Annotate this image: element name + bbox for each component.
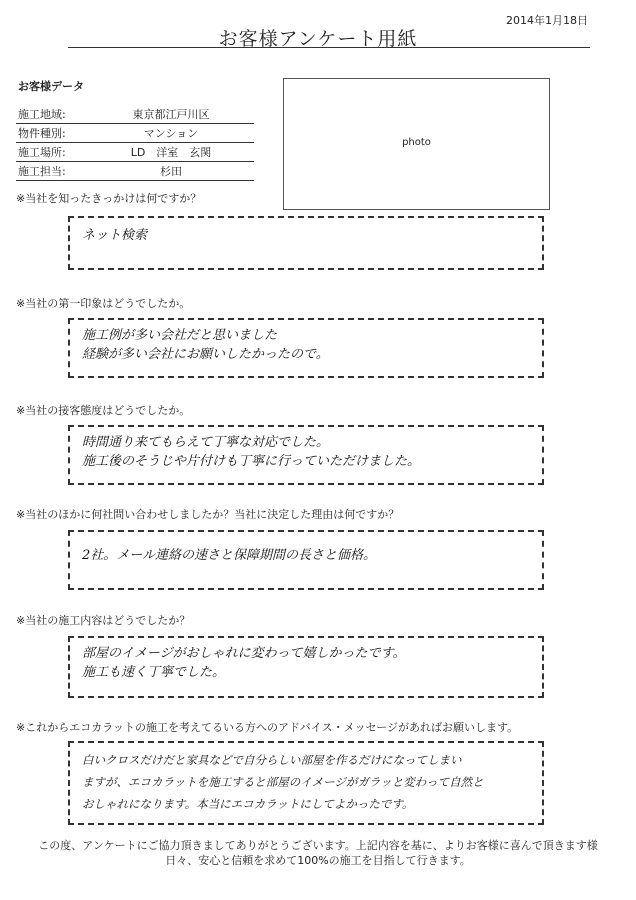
customer-data-heading: お客様データ [18, 80, 84, 93]
answer-box-1 [68, 216, 544, 270]
customer-value: 東京都江戸川区 [132, 108, 210, 121]
question-6: ※これからエコカラットの施工を考えてるいる方へのアドバイス・メッセージがあればお願いします。 [16, 721, 519, 734]
customer-label: 施工地域: [18, 108, 66, 121]
title-underline [68, 47, 590, 48]
answer-line: おしゃれになります。本当にエコカラットにしてよかったです。 [82, 797, 414, 811]
customer-row-location [16, 143, 254, 162]
answer-line: 白いクロスだけだと家具などで自分らしい部屋を作るだけになってしまい [82, 753, 462, 767]
answer-line: 経験が多い会社にお願いしたかったので。 [82, 347, 329, 362]
photo-label: photo [402, 137, 431, 148]
answer-box-3 [68, 425, 544, 485]
footer-line-2: 日々、安心と信頼を求めて100%の施工を目指して行きます。 [165, 854, 471, 867]
question-3: ※当社の接客態度はどうでしたか。 [16, 404, 191, 417]
customer-label: 物件種別: [18, 127, 66, 140]
customer-row-property-type [16, 124, 254, 143]
photo-box [283, 78, 550, 210]
question-1: ※当社を知ったきっかけは何ですか？ [16, 192, 202, 205]
customer-value: マンション [143, 127, 199, 140]
customer-label: 施工担当: [18, 165, 66, 178]
answer-box-6 [68, 741, 544, 825]
answer-line: 2社。メール連絡の速さと保障期間の長さと価格。 [82, 548, 377, 563]
answer-line: ネット検索 [82, 228, 148, 243]
answer-line: 施工も速く丁寧でした。 [82, 665, 226, 680]
customer-row-staff [16, 162, 254, 181]
answer-box-2 [68, 318, 544, 378]
footer-line-1: この度、アンケートにご協力頂きましてありがとうございます。上記内容を基に、よりお客様に喜んで頂きます様 [38, 839, 598, 852]
customer-value: 杉田 [160, 165, 182, 178]
answer-line: 施工例が多い会社だと思いました [82, 328, 278, 343]
page-title: お客様アンケート用紙 [218, 28, 418, 50]
customer-label: 施工場所: [18, 146, 66, 159]
survey-date: 2014年1月18日 [506, 14, 588, 27]
answer-box-4 [68, 530, 544, 590]
question-5: ※当社の施工内容はどうでしたか？ [16, 614, 191, 627]
customer-data-table [16, 105, 254, 181]
answer-line: ますが、エコカラットを施工すると部屋のイメージがガラッと変わって自然と [82, 775, 484, 789]
customer-row-area [16, 105, 254, 124]
answer-box-5 [68, 636, 544, 698]
question-2: ※当社の第一印象はどうでしたか。 [16, 297, 191, 310]
answer-line: 施工後のそうじや片付けも丁寧に行っていただけました。 [82, 454, 421, 469]
footer-message [0, 838, 636, 868]
answer-line: 時間通り来てもらえて丁寧な対応でした。 [82, 435, 330, 450]
answer-line: 部屋のイメージがおしゃれに変わって嬉しかったです。 [82, 646, 406, 661]
question-4: ※当社のほかに何社問い合わせしましたか？当社に決定した理由は何ですか？ [16, 508, 400, 521]
customer-value: LD 洋室 玄関 [130, 146, 212, 159]
